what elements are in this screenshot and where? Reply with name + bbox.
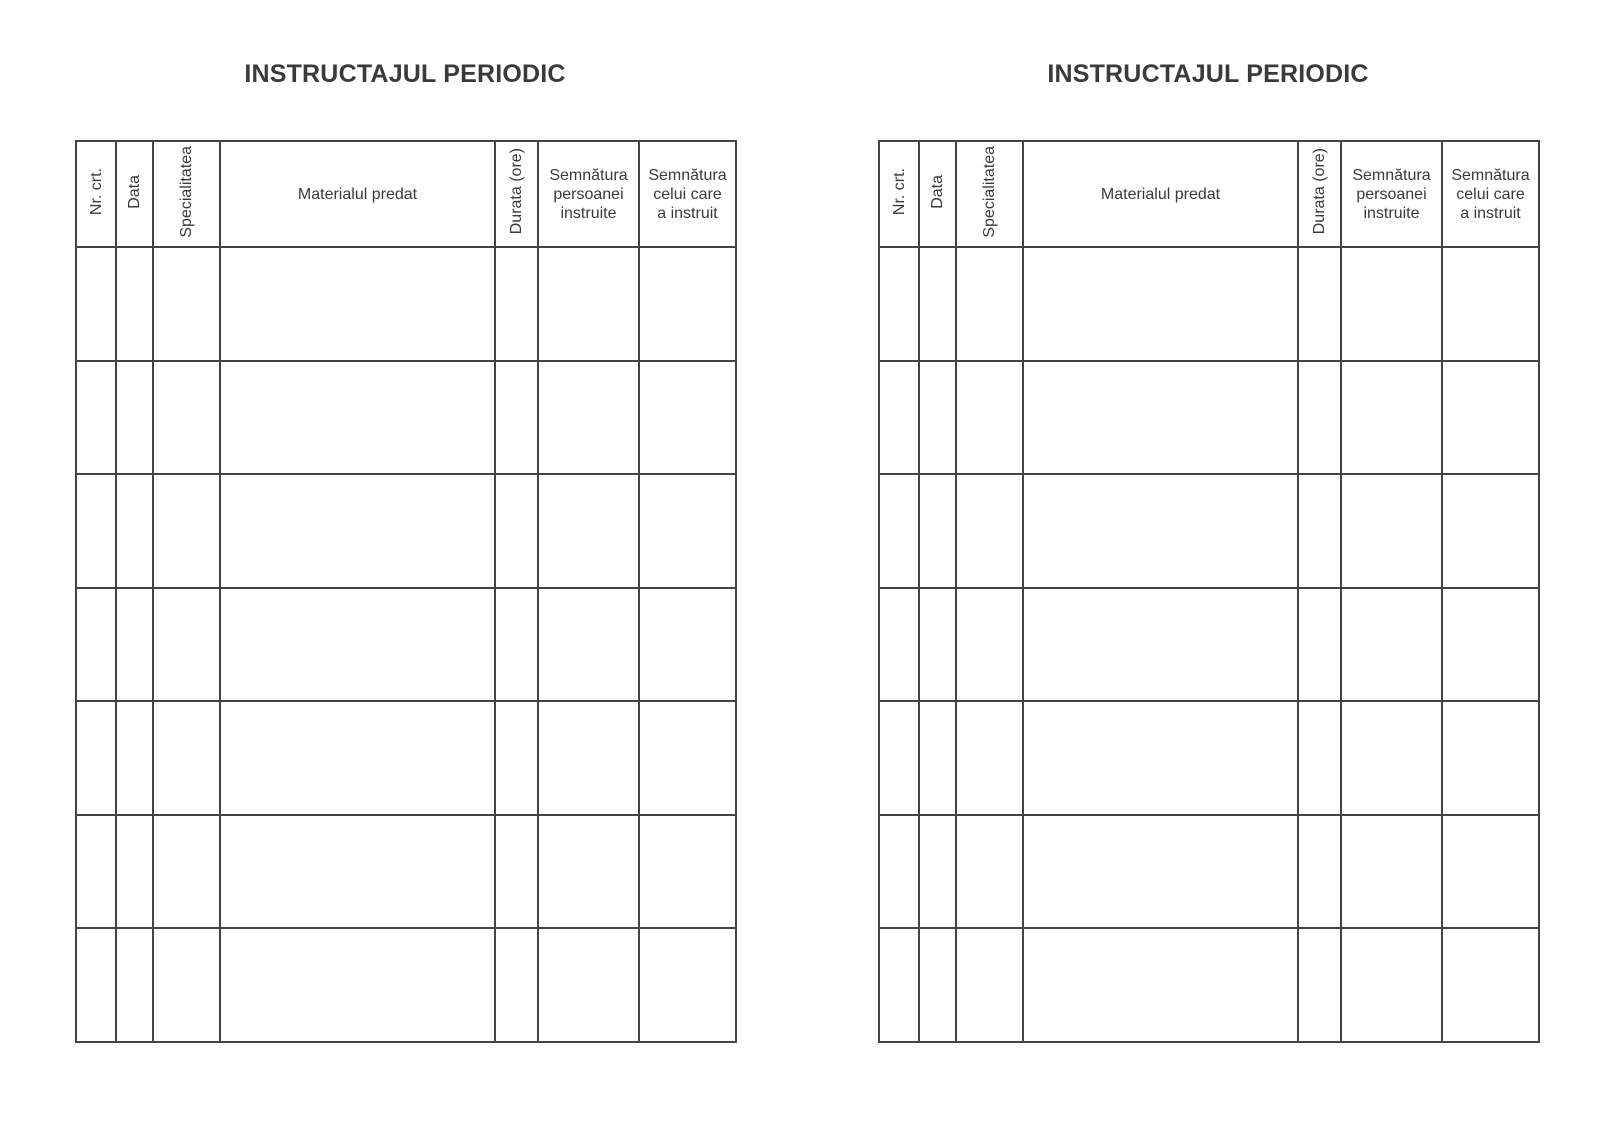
- table-cell[interactable]: [76, 815, 116, 929]
- table-cell[interactable]: [153, 474, 220, 588]
- table-cell[interactable]: [76, 247, 116, 361]
- table-cell[interactable]: [639, 588, 736, 702]
- table-cell[interactable]: [1298, 474, 1341, 588]
- table-cell[interactable]: [153, 928, 220, 1042]
- table-cell[interactable]: [1442, 588, 1539, 702]
- table-cell[interactable]: [116, 928, 153, 1042]
- table-cell[interactable]: [919, 247, 956, 361]
- table-cell[interactable]: [76, 474, 116, 588]
- table-cell[interactable]: [116, 247, 153, 361]
- table-cell[interactable]: [538, 928, 639, 1042]
- table-cell[interactable]: [1023, 928, 1298, 1042]
- table-cell[interactable]: [956, 928, 1023, 1042]
- table-cell[interactable]: [153, 588, 220, 702]
- table-cell[interactable]: [495, 701, 538, 815]
- table-cell[interactable]: [1023, 701, 1298, 815]
- table-cell[interactable]: [220, 701, 495, 815]
- table-cell[interactable]: [1341, 588, 1442, 702]
- table-cell[interactable]: [495, 928, 538, 1042]
- table-cell[interactable]: [76, 361, 116, 475]
- table-cell[interactable]: [220, 588, 495, 702]
- col-header-specialitatea: Specialitatea: [956, 141, 1023, 247]
- table-cell[interactable]: [956, 361, 1023, 475]
- col-header-specialitatea: Specialitatea: [153, 141, 220, 247]
- col-header-semnatura-instructor: Semnătura celui care a instruit: [1442, 141, 1539, 247]
- col-header-materialul-predat: Materialul predat: [1023, 141, 1298, 247]
- table-cell[interactable]: [1341, 928, 1442, 1042]
- table-row: [76, 588, 736, 702]
- table-cell[interactable]: [956, 247, 1023, 361]
- table-cell[interactable]: [116, 361, 153, 475]
- table-cell[interactable]: [1442, 815, 1539, 929]
- table-cell[interactable]: [1298, 928, 1341, 1042]
- table-cell[interactable]: [495, 815, 538, 929]
- table-cell[interactable]: [919, 474, 956, 588]
- table-cell[interactable]: [1341, 247, 1442, 361]
- table-cell[interactable]: [879, 247, 919, 361]
- table-cell[interactable]: [879, 928, 919, 1042]
- table-cell[interactable]: [956, 588, 1023, 702]
- table-cell[interactable]: [538, 701, 639, 815]
- table-row: [879, 474, 1539, 588]
- table-cell[interactable]: [1298, 588, 1341, 702]
- table-cell[interactable]: [495, 588, 538, 702]
- col-header-durata: Durata (ore): [495, 141, 538, 247]
- table-cell[interactable]: [919, 588, 956, 702]
- table-row: [76, 928, 736, 1042]
- table-cell[interactable]: [538, 815, 639, 929]
- col-header-materialul-predat: Materialul predat: [220, 141, 495, 247]
- table-cell[interactable]: [956, 701, 1023, 815]
- table-cell[interactable]: [153, 247, 220, 361]
- table-cell[interactable]: [116, 474, 153, 588]
- table-cell[interactable]: [1023, 361, 1298, 475]
- table-cell[interactable]: [639, 474, 736, 588]
- table-cell[interactable]: [495, 361, 538, 475]
- table-cell[interactable]: [919, 928, 956, 1042]
- table-cell[interactable]: [116, 815, 153, 929]
- table-cell[interactable]: [919, 815, 956, 929]
- table-cell[interactable]: [495, 474, 538, 588]
- col-header-semnatura-instruit: Semnătura persoanei instruite: [1341, 141, 1442, 247]
- table-cell[interactable]: [1442, 701, 1539, 815]
- table-cell[interactable]: [1442, 474, 1539, 588]
- table-cell[interactable]: [639, 815, 736, 929]
- col-header-semnatura-instruit: Semnătura persoanei instruite: [538, 141, 639, 247]
- table-cell[interactable]: [1442, 928, 1539, 1042]
- table-cell[interactable]: [76, 928, 116, 1042]
- table-row: [76, 247, 736, 361]
- table-cell[interactable]: [956, 474, 1023, 588]
- table-cell[interactable]: [1023, 247, 1298, 361]
- table-cell[interactable]: [538, 247, 639, 361]
- table-cell[interactable]: [639, 361, 736, 475]
- table-row: [879, 588, 1539, 702]
- table-cell[interactable]: [879, 815, 919, 929]
- col-header-nr-crt: Nr. crt.: [879, 141, 919, 247]
- table-cell[interactable]: [1298, 247, 1341, 361]
- table-cell[interactable]: [919, 361, 956, 475]
- table-cell[interactable]: [76, 701, 116, 815]
- table-cell[interactable]: [919, 701, 956, 815]
- col-header-nr-crt: Nr. crt.: [76, 141, 116, 247]
- table-cell[interactable]: [153, 701, 220, 815]
- table-cell[interactable]: [879, 588, 919, 702]
- table-cell[interactable]: [639, 928, 736, 1042]
- col-header-semnatura-instructor: Semnătura celui care a instruit: [639, 141, 736, 247]
- header-row: [76, 141, 736, 247]
- table-cell[interactable]: [956, 815, 1023, 929]
- table-cell[interactable]: [1442, 247, 1539, 361]
- table-cell[interactable]: [153, 815, 220, 929]
- table-cell[interactable]: [639, 247, 736, 361]
- table-cell[interactable]: [879, 361, 919, 475]
- table-cell[interactable]: [1341, 701, 1442, 815]
- table-row: [76, 474, 736, 588]
- table-row: [879, 247, 1539, 361]
- table-row: [879, 361, 1539, 475]
- table-cell[interactable]: [1442, 361, 1539, 475]
- table-cell[interactable]: [76, 588, 116, 702]
- table-cell[interactable]: [1298, 815, 1341, 929]
- table-cell[interactable]: [1341, 815, 1442, 929]
- table-cell[interactable]: [220, 815, 495, 929]
- table-cell[interactable]: [220, 361, 495, 475]
- instruction-log-table: [878, 140, 1540, 1043]
- table-cell[interactable]: [495, 247, 538, 361]
- table-row: [879, 701, 1539, 815]
- table-row: [76, 701, 736, 815]
- table-cell[interactable]: [116, 701, 153, 815]
- table-cell[interactable]: [1341, 361, 1442, 475]
- page-title: INSTRUCTAJUL PERIODIC: [244, 60, 566, 88]
- table-row: [879, 928, 1539, 1042]
- table-cell[interactable]: [1023, 588, 1298, 702]
- table-cell[interactable]: [220, 247, 495, 361]
- table-cell[interactable]: [116, 588, 153, 702]
- header-row: [879, 141, 1539, 247]
- table-cell[interactable]: [153, 361, 220, 475]
- page-title: INSTRUCTAJUL PERIODIC: [1047, 60, 1369, 88]
- table-cell[interactable]: [1341, 474, 1442, 588]
- table-cell[interactable]: [1023, 815, 1298, 929]
- table-cell[interactable]: [220, 474, 495, 588]
- table-cell[interactable]: [639, 701, 736, 815]
- col-header-data: Data: [116, 141, 153, 247]
- table-cell[interactable]: [220, 928, 495, 1042]
- table-cell[interactable]: [1298, 701, 1341, 815]
- table-cell[interactable]: [879, 474, 919, 588]
- table-row: [76, 361, 736, 475]
- table-cell[interactable]: [1298, 361, 1341, 475]
- table-cell[interactable]: [1023, 474, 1298, 588]
- col-header-data: Data: [919, 141, 956, 247]
- col-header-durata: Durata (ore): [1298, 141, 1341, 247]
- table-cell[interactable]: [538, 474, 639, 588]
- table-cell[interactable]: [879, 701, 919, 815]
- table-cell[interactable]: [538, 588, 639, 702]
- instruction-log-table: [75, 140, 737, 1043]
- table-row: [76, 815, 736, 929]
- table-row: [879, 815, 1539, 929]
- table-cell[interactable]: [538, 361, 639, 475]
